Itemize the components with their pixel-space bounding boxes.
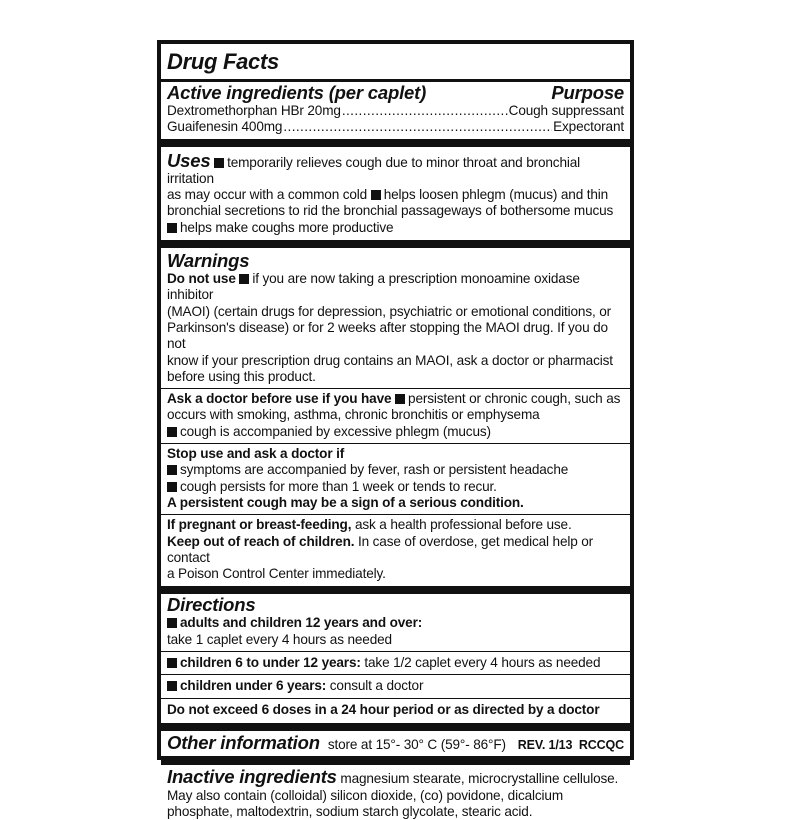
page-title: Drug Facts <box>167 49 279 74</box>
warnings-heading: Warnings <box>167 250 250 272</box>
warnings-section: Warnings Do not use if you are now taking a prescription monoamine oxidase inhibitor (MAOI) (certain drugs for depression, psychiatric or emotional conditions, or Parkinson's disease) or for 2 weeks after stopping the MAOI drug. If you do not know if your prescription drug contains an MAOI, ask a doctor or pharmacist before using this product. Ask a doctor before use if you have persistent or chronic cough, such as occurs with smoking, asthma, chronic bronchitis or emphysema cough is accompanied by excessive phlegm (mucus) Stop use and ask a doctor if symptoms are accompanied by fever, rash or persistent headache cough persists for more than 1 week or tends to recur. A persistent cough may be a sign of a serious condition. If pregnant or breast-feeding, ask a health professional before use. Keep out of reach of children. In case of overdose, get medical help or contact a Poison Control Center immediately. <box>167 248 624 582</box>
bullet-icon <box>167 681 177 691</box>
stop-use-note: A persistent cough may be a sign of a serious condition. <box>167 494 524 510</box>
divider <box>161 698 630 699</box>
divider <box>161 443 630 444</box>
active-ingredients-heading: Active ingredients (per caplet) <box>167 82 427 103</box>
section-divider <box>161 586 630 594</box>
ingredient-name: Guaifenesin 400mg <box>167 119 283 135</box>
ingredient-name: Dextromethorphan HBr 20mg <box>167 103 341 118</box>
ingredient-purpose: Expectorant <box>553 119 624 135</box>
purpose-heading: Purpose <box>551 82 624 103</box>
bullet-icon <box>371 190 381 200</box>
title-section <box>167 44 624 75</box>
bullet-icon <box>395 394 405 404</box>
uses-heading: Uses <box>167 149 211 171</box>
max-dose-note: Do not exceed 6 doses in a 24 hour period or as directed by a doctor <box>167 701 600 717</box>
directions-section: Directions adults and children 12 years and over: take 1 caplet every 4 hours as needed children 6 to under 12 years: take 1/2 caplet every 4 hours as needed children under 6 years: consult a doctor Do not exceed 6 doses in a 24 hour period or as directed by a doctor <box>167 594 624 717</box>
inactive-ingredients-heading: Inactive ingredients <box>167 766 337 788</box>
ask-doctor-label: Ask a doctor before use if you have <box>167 391 392 407</box>
section-divider <box>161 139 630 147</box>
do-not-use-label: Do not use <box>167 271 236 287</box>
pregnant-label: If pregnant or breast-feeding, <box>167 517 352 533</box>
divider <box>161 388 630 389</box>
bullet-icon <box>167 223 177 233</box>
bullet-icon <box>239 274 249 284</box>
other-information-heading: Other information <box>167 731 320 753</box>
divider <box>161 651 630 652</box>
bullet-icon <box>167 618 177 628</box>
divider <box>161 674 630 675</box>
children-label: Keep out of reach of children. <box>167 533 355 549</box>
divider <box>161 514 630 515</box>
bullet-icon <box>214 158 224 168</box>
ingredient-row <box>167 119 624 135</box>
stop-use-label: Stop use and ask a doctor if <box>167 446 345 462</box>
other-information-section <box>167 731 624 753</box>
inactive-ingredients-section: Inactive ingredients magnesium stearate, microcrystalline cellulose. May also contain (colloidal) silicon dioxide, (co) povidone, dicalcium phosphate, maltodextrin, sodium starch glycolate, stearic acid. <box>167 766 619 819</box>
uses-section: Uses temporarily relieves cough due to minor throat and bronchial irritation as may occur with a common cold helps loosen phlegm (mucus) and thin bronchial secretions to rid the bronchial passageways of bothersome mucus helps make coughs more productive <box>167 149 614 235</box>
bullet-icon <box>167 427 177 437</box>
section-divider <box>161 723 630 731</box>
revision-text: REV. 1/13 RCCQC <box>517 737 624 752</box>
storage-text: store at 15°- 30° C (59°- 86°F) <box>327 736 506 752</box>
ingredient-purpose: Cough suppressant <box>508 103 624 118</box>
active-ingredients-section <box>167 83 624 136</box>
section-divider <box>161 240 630 248</box>
drug-facts-panel <box>157 40 634 819</box>
bullet-icon <box>167 465 177 475</box>
bullet-icon <box>167 482 177 492</box>
bullet-icon <box>167 658 177 668</box>
section-divider <box>161 757 630 765</box>
directions-heading: Directions <box>167 594 256 616</box>
ingredient-row <box>167 103 624 119</box>
